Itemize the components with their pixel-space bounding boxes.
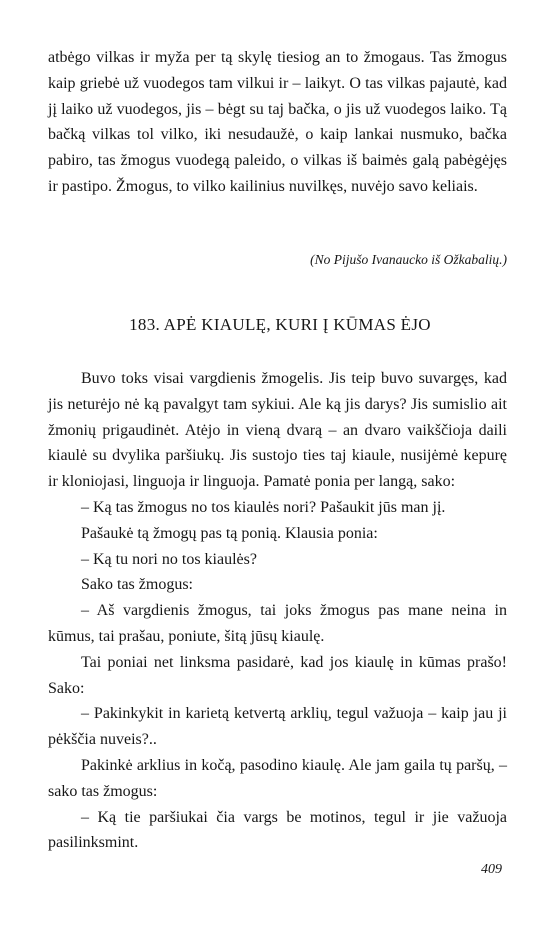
paragraph: Sako tas žmogus: (81, 576, 193, 594)
paragraph: Pakinkė arklius in kočą, pasodino kiaulę. Ale jam gaila tų paršų, – sako tas žmogus: (48, 756, 507, 800)
story-text (48, 366, 507, 856)
attribution: (No Pijušo Ivanaucko iš Ožkabalių.) (310, 252, 507, 267)
paragraph: – Ką tu nori no tos kiaulės? (81, 550, 257, 568)
paragraph: atbėgo vilkas ir myža per tą skylę tiesiog an to žmogaus. Tas žmogus kaip griebė už vuodegos tam vilkui ir – laikyt. O tas vilkas pajautė, kad jį laiko už vuodegos, jis – bėgt su taj bačka, o jis už vuodegos laiko. Tą bačką vilkas tol vilko, iki nesudaužė, o kaip lankai nusmuko, bačka pabiro, tas žmogus vuodegą paleido, o vilkas iš baimės galą pabėgėjęs ir pastipo. Žmogus, to vilko kailinius nuvilkęs, nuvėjo savo keliais. (48, 49, 507, 195)
story-title: 183. APĖ KIAULĘ, KURI Į KŪMAS ĖJO (129, 315, 431, 334)
page-number: 409 (481, 862, 502, 877)
paragraph: Pašaukė tą žmogų pas tą ponią. Klausia ponia: (81, 524, 378, 542)
paragraph: – Pakinkykit in karietą ketvertą arklių, tegul važuoja – kaip jau ji pėkščia nuveis?.. (48, 705, 507, 749)
paragraph: – Ką tas žmogus no tos kiaulės nori? Pašaukit jūs man jį. (81, 498, 446, 516)
previous-story-text (48, 45, 507, 200)
paragraph: – Aš vargdienis žmogus, tai joks žmogus pas mane neina in kūmus, tai prašau, poniute, šitą jūsų kiaulę. (48, 602, 507, 645)
paragraph: Tai poniai net linksma pasidarė, kad jos kiaulę in kūmas prašo! Sako: (48, 653, 507, 697)
paragraph: – Ką tie paršiukai čia vargs be motinos, tegul ir jie važuoja pasilinksmint. (48, 808, 507, 852)
paragraph: Buvo toks visai vargdienis žmogelis. Jis teip buvo suvargęs, kad jis neturėjo nė ką pavalgyt tam sykiui. Ale ką jis darys? Jis sumislio ait žmonių prigaudinėt. Atėjo in vieną dvarą – an dvaro vaikščioja daili kiaulė su dvylika paršiukų. Jis sustojo ties taj kiaule, nusijėmė kepurę ir kloniojasi, linguoja ir linguoja. Pamatė ponia per langą, sako: (48, 370, 507, 491)
